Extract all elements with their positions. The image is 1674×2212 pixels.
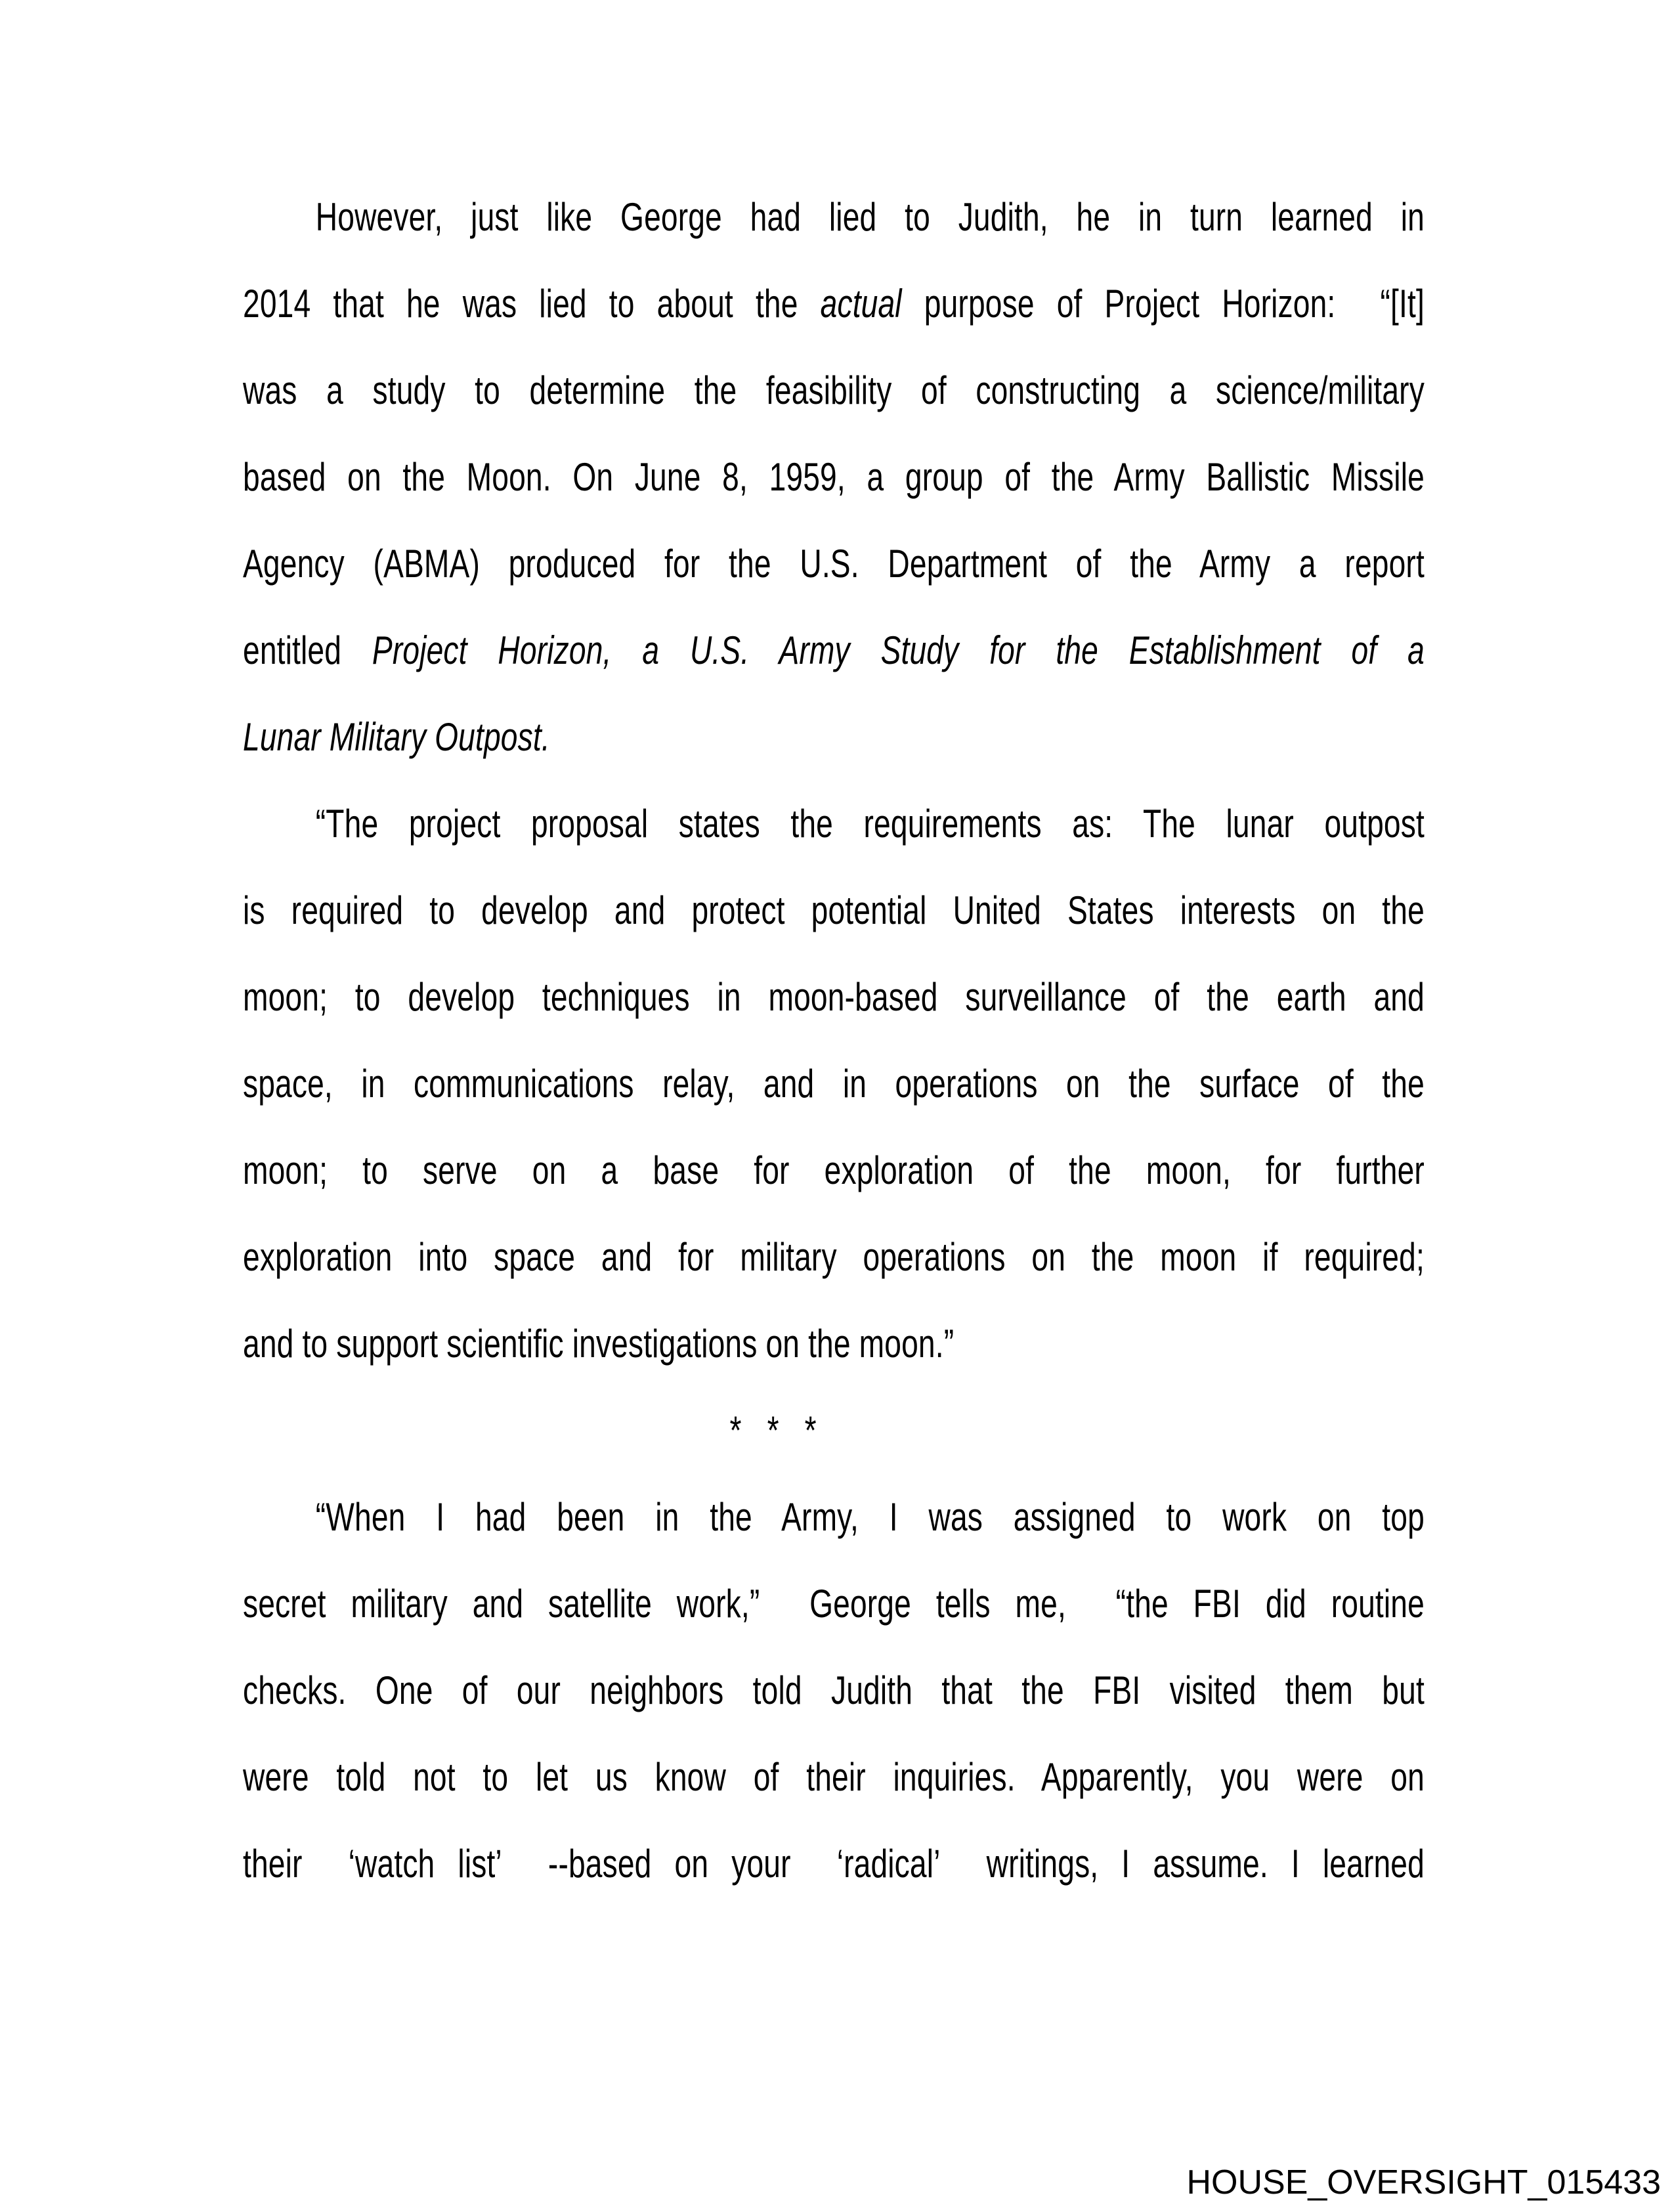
paragraph-3-line-2 [243,1561,1425,1647]
paragraph-3-line-1 [243,1474,1425,1561]
text-run-italic: Lunar Military Outpost. [243,715,550,759]
text-run: is required to develop and protect potential United States interests on the [243,888,1425,932]
text-run: their ‘watch list’ --based on your ‘radical’ writings, I assume. I learned [243,1842,1425,1886]
text-run: based on the Moon. On June 8, 1959, a group of the Army Ballistic Missile [243,455,1425,499]
text-run: was a study to determine the feasibility of constructing a science/military [243,368,1425,412]
paragraph-2-line-4 [243,1041,1425,1127]
paragraph-3-line-5 [243,1821,1425,1907]
text-run: moon; to serve on a base for exploration of the moon, for further [243,1148,1425,1192]
paragraph-2-line-3 [243,954,1425,1041]
paragraph-2-line-6 [243,1214,1425,1301]
text-run: were told not to let us know of their inquiries. Apparently, you were on [243,1755,1425,1799]
text-run: 2014 that he was lied to about the [243,282,821,326]
text-run: entitled [243,628,372,672]
paragraph-1-line-2 [243,261,1425,347]
text-run: However, just like George had lied to Judith, he in turn learned in [315,195,1425,239]
text-run: moon; to develop techniques in moon-based surveillance of the earth and [243,975,1425,1019]
text-run: and to support scientific investigations on the moon.” [243,1322,955,1366]
paragraph-2-line-7 [243,1301,1425,1387]
text-run: space, in communications relay, and in operations on the surface of the [243,1062,1425,1106]
text-run: Agency (ABMA) produced for the U.S. Department of the Army a report [243,542,1425,586]
paragraph-1-line-7 [243,694,1425,781]
paragraph-3-line-3 [243,1647,1425,1734]
text-run-italic: actual [820,282,902,326]
text-run: “The project proposal states the requirements as: The lunar outpost [315,802,1425,846]
paragraph-2-line-5 [243,1127,1425,1214]
paragraph-3-line-4 [243,1734,1425,1821]
paragraph-2-line-2 [243,867,1425,954]
paragraph-1-line-6 [243,607,1425,694]
paragraph-1-line-1 [243,174,1425,261]
bates-stamp: HOUSE_OVERSIGHT_015433 [1186,2163,1661,2201]
text-run: exploration into space and for military operations on the moon if required; [243,1235,1425,1279]
text-run: checks. One of our neighbors told Judith that the FBI visited them but [243,1668,1425,1712]
text-run-italic: Project Horizon, a U.S. Army Study for the Establishment of a [372,628,1425,672]
paragraph-2-line-1 [243,781,1425,867]
text-run: purpose of Project Horizon: “[It] [901,282,1425,326]
text-run: “When I had been in the Army, I was assigned to work on top [315,1495,1425,1539]
paragraph-1-line-5 [243,521,1425,607]
document-body [243,174,1425,1907]
paragraph-1-line-3 [243,347,1425,434]
text-run: secret military and satellite work,” George tells me, “the FBI did routine [243,1582,1425,1626]
asterisk-separator: * * * [729,1408,817,1452]
paragraph-1-line-4 [243,434,1425,521]
section-separator [243,1387,1425,1474]
